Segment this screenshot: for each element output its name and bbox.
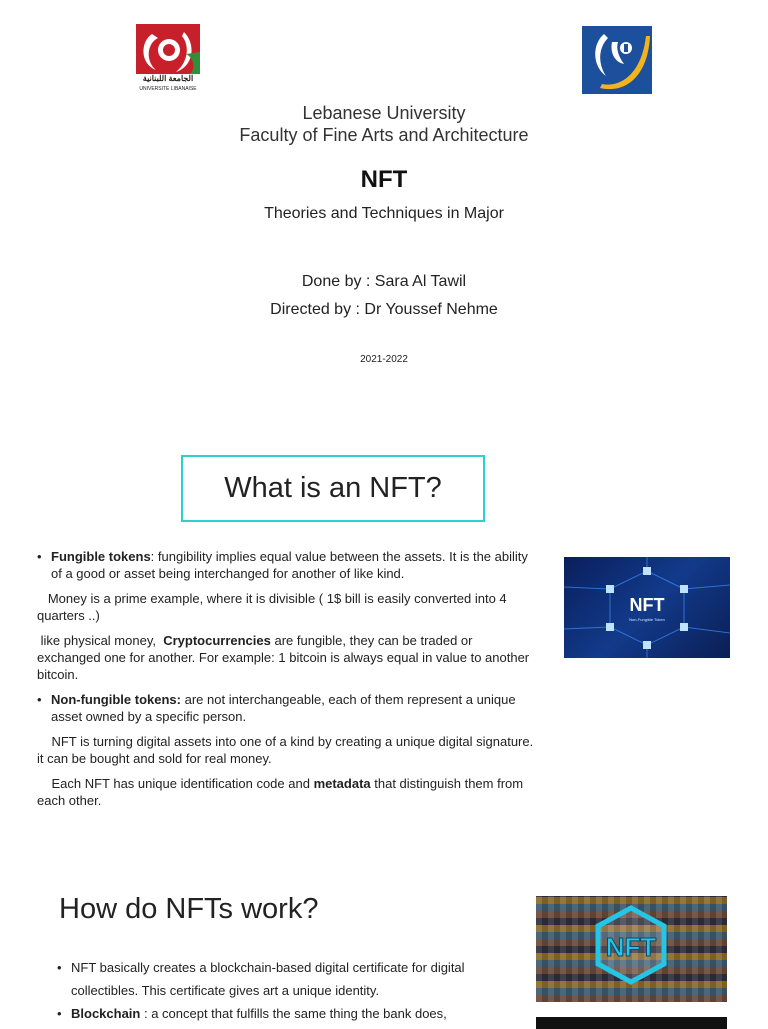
nft-collage-label: NFT — [605, 932, 657, 962]
done-by: Done by : Sara Al Tawil — [301, 273, 467, 290]
paragraph-digital-signature — [37, 733, 537, 767]
lebanese-university-logo — [136, 24, 200, 96]
logo-french-text: UNIVERSITE LIBANAISE — [139, 86, 197, 92]
text-fungible: : fungibility implies equal value between the assets. It is the ability of a good or asset being interchanged for another of like kind. — [51, 549, 528, 581]
page-title: NFT — [360, 166, 408, 193]
section-body-how-nfts-work — [57, 956, 517, 1025]
paragraph-non-fungible — [37, 691, 537, 725]
term-blockchain: Blockchain — [71, 1006, 141, 1021]
text-money: Money is a prime example, where it is divisible ( 1$ bill is easily converted into 4 quarters ..) — [37, 591, 507, 623]
bullet-certificate — [57, 956, 517, 1002]
university-line: Lebanese University — [302, 103, 466, 123]
nft-collage-image — [536, 896, 727, 1002]
term-fungible-tokens: Fungible tokens — [51, 549, 151, 564]
course-subtitle: Theories and Techniques in Major — [264, 205, 504, 222]
term-cryptocurrencies: Cryptocurrencies — [163, 633, 271, 648]
term-metadata: metadata — [313, 776, 371, 791]
section-heading-what-is-nft: What is an NFT? — [181, 455, 485, 522]
logo-arabic-text: الجامعة اللبنانية — [142, 74, 194, 83]
text-non-fungible: are not interchangeable, each of them represent a unique asset owned by a specific person. — [51, 692, 516, 724]
bullet-blockchain — [57, 1002, 517, 1025]
directed-by: Directed by : Dr Youssef Nehme — [270, 301, 498, 318]
credits — [0, 268, 768, 324]
paragraph-money — [37, 590, 537, 624]
faculty-line: Faculty of Fine Arts and Architecture — [239, 125, 529, 145]
nft-image-label: NFT — [629, 595, 665, 615]
text-certificate: NFT basically creates a blockchain-based digital certificate for digital collectibles. This certificate gives art a unique identity. — [71, 960, 465, 998]
section-heading-how-nfts-work: How do NFTs work? — [59, 893, 319, 925]
term-non-fungible-tokens: Non-fungible tokens: — [51, 692, 181, 707]
university-name — [0, 102, 768, 146]
text-metadata: that distinguish them from each other. — [37, 776, 524, 808]
next-image-strip — [536, 1017, 727, 1029]
faculty-logo — [582, 26, 652, 94]
text-metadata-pre: Each NFT has unique identification code and — [51, 776, 314, 791]
paragraph-metadata — [37, 775, 537, 809]
section-body-what-is-nft — [37, 548, 537, 817]
paragraph-crypto — [37, 632, 537, 683]
nft-network-image — [564, 557, 730, 658]
text-crypto: are fungible, they can be traded or exchanged one for another. For example: 1 bitcoin is always equal in value to another bitcoin. — [37, 633, 530, 682]
text-crypto-pre: like physical money, — [37, 633, 164, 648]
nft-image-caption: Non-Fungible Token — [629, 617, 665, 622]
paragraph-fungible — [37, 548, 537, 582]
academic-year: 2021-2022 — [360, 354, 408, 365]
text-digital-signature: NFT is turning digital assets into one of a kind by creating a unique digital signature. it can be bought and sold for real money. — [37, 734, 534, 766]
text-blockchain: : a concept that fulfills the same thing the bank does, — [140, 1006, 447, 1021]
